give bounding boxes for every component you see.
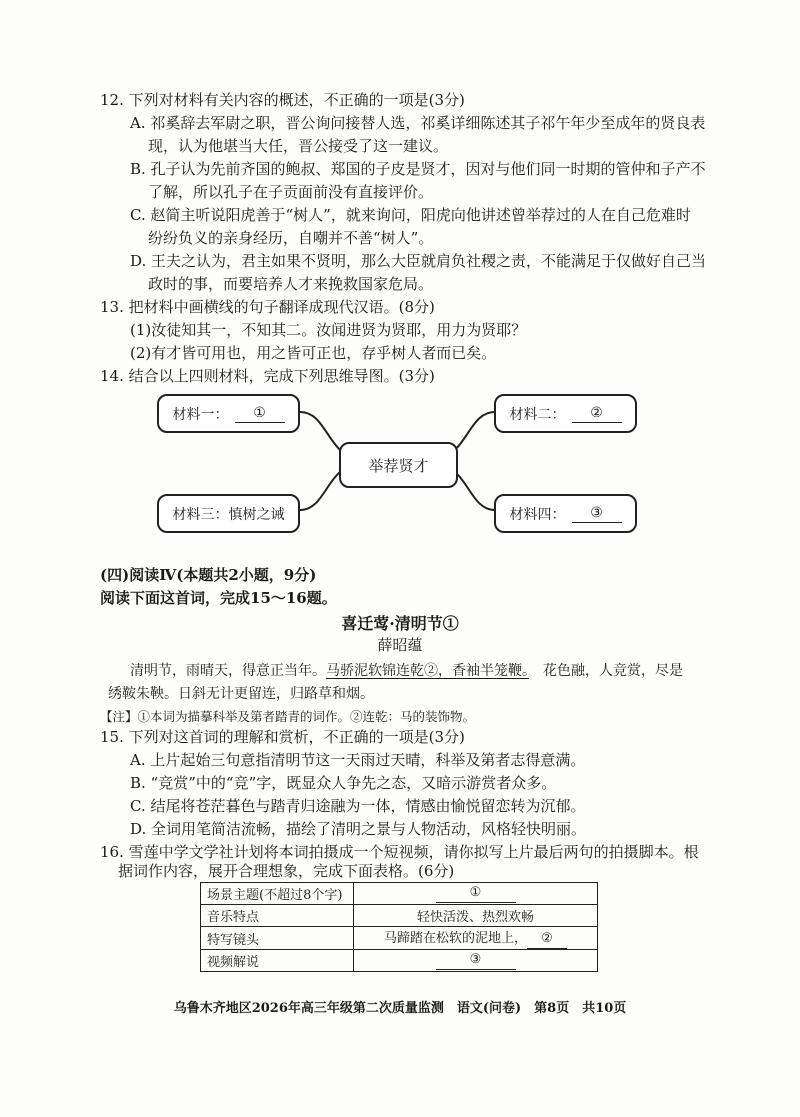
poem-line-1b-underlined: 马骄泥软锦连乾②，香袖半笼鞭。 bbox=[326, 663, 529, 679]
table-cell-label: 视频解说 bbox=[201, 950, 354, 972]
mind-map-node-material-1 bbox=[157, 394, 300, 433]
q15-option-b: B. “竞赏”中的“竞”字，既显众人争先之态，又暗示游赏者众多。 bbox=[130, 774, 557, 792]
poem-line-1 bbox=[130, 660, 683, 680]
material-4-label: 材料四： bbox=[509, 506, 566, 523]
q15-option-a: A. 上片起始三句意指清明节这一天雨过天晴，科举及第者志得意满。 bbox=[130, 751, 586, 769]
table-cell-label: 场景主题(不超过8个字) bbox=[201, 883, 354, 905]
blank-3: ③ bbox=[436, 951, 516, 970]
mind-map-node-material-4 bbox=[494, 494, 637, 533]
q12-option-b-line1: B. 孔子认为先前齐国的鲍叔、郑国的子皮是贤才，因对与他们同一时期的管仲和子产不 bbox=[130, 160, 706, 178]
poem-note: 【注】①本词为描摹科举及第者踏青的词作。②连乾：马的装饰物。 bbox=[100, 709, 476, 724]
material-1-blank: ① bbox=[235, 404, 285, 423]
mind-map-center bbox=[339, 442, 458, 488]
table-row bbox=[201, 905, 598, 927]
material-2-blank: ② bbox=[572, 404, 622, 423]
table-row bbox=[201, 883, 598, 905]
q12-option-d-line1: D. 王夫之认为，君主如果不贤明，那么大臣就肩负社稷之责，不能满足于仅做好自己当 bbox=[130, 252, 707, 270]
poem-author: 薛昭蕴 bbox=[377, 636, 423, 654]
table-cell-value bbox=[354, 883, 598, 905]
poem-line-1c: 花色融，人竞赏，尽是 bbox=[543, 663, 683, 679]
q14-stem: 14. 结合以上四则材料，完成下列思维导图。(3分) bbox=[100, 367, 435, 385]
q12-option-c-line1: C. 赵简主听说阳虎善于“树人”，就来询问，阳虎向他讲述曾举荐过的人在自己危难时 bbox=[130, 206, 691, 224]
q12-option-a-line2: 现，认为他堪当大任，晋公接受了这一建议。 bbox=[148, 137, 449, 155]
q12-option-d-line2: 政时的事，而要培养人才来挽救国家危局。 bbox=[148, 275, 434, 293]
page-footer: 乌鲁木齐地区2026年高三年级第二次质量监测 语文(问卷) 第8页 共10页 bbox=[173, 1001, 627, 1016]
q15-option-c: C. 结尾将苍茫暮色与踏青归途融为一体，情感由愉悦留恋转为沉郁。 bbox=[130, 797, 586, 815]
section-4-intro: 阅读下面这首词，完成15～16题。 bbox=[100, 589, 337, 607]
poem-title: 喜迁莺·清明节① bbox=[341, 614, 459, 633]
table-cell-label: 音乐特点 bbox=[201, 905, 354, 927]
poem-line-2: 绣鞍朱鞅。日斜无计更留连，归路草和烟。 bbox=[108, 686, 374, 702]
table-row bbox=[201, 927, 598, 950]
q15-option-d: D. 全词用笔简洁流畅，描绘了清明之景与人物活动，风格轻快明丽。 bbox=[130, 820, 587, 838]
material-2-label: 材料二： bbox=[509, 406, 566, 423]
material-1-label: 材料一： bbox=[172, 406, 229, 423]
poem-line-1a: 清明节，雨晴天，得意正当年。 bbox=[130, 663, 326, 679]
mind-map-node-material-3 bbox=[157, 494, 300, 533]
close-up-text: 马蹄踏在松软的泥地上， bbox=[383, 931, 527, 946]
q13-sentence-2: (2)有才皆可用也，用之皆可正也，存乎树人者而已矣。 bbox=[130, 344, 497, 362]
section-4-title: (四)阅读Ⅳ(本题共2小题，9分) bbox=[100, 566, 317, 584]
q12-stem: 12. 下列对材料有关内容的概述，不正确的一项是(3分) bbox=[100, 91, 465, 109]
q13-stem: 13. 把材料中画横线的句子翻译成现代汉语。(8分) bbox=[100, 298, 435, 316]
blank-1: ① bbox=[436, 884, 516, 903]
q13-sentence-1: (1)汝徒知其一，不知其二。汝闻进贤为贤耶，用力为贤耶？ bbox=[130, 321, 527, 339]
mind-map-node-material-2 bbox=[494, 394, 637, 433]
blank-2: ② bbox=[527, 930, 567, 949]
script-table bbox=[200, 882, 598, 972]
table-cell-value bbox=[354, 950, 598, 972]
mind-map-center-label: 举荐贤才 bbox=[368, 456, 429, 475]
table-cell-value: 轻快活泼、热烈欢畅 bbox=[354, 905, 598, 927]
table-row bbox=[201, 950, 598, 972]
table-cell-value bbox=[354, 927, 598, 950]
q15-stem: 15. 下列对这首词的理解和赏析，不正确的一项是(3分) bbox=[100, 728, 465, 746]
q12-option-a-line1: A. 祁奚辞去军尉之职，晋公询问接替人选，祁奚详细陈述其子祁午年少至成年的贤良表 bbox=[130, 114, 706, 132]
q16-stem-line1: 16. 雪莲中学文学社计划将本词拍摄成一个短视频，请你拟写上片最后两句的拍摄脚本。根 bbox=[100, 843, 699, 861]
q12-option-b-line2: 了解，所以孔子在子贡面前没有直接评价。 bbox=[148, 183, 434, 201]
q12-option-c-line2: 纷纷负义的亲身经历，自嘲并不善“树人”。 bbox=[148, 229, 434, 247]
material-3-label: 材料三：慎树之诫 bbox=[172, 506, 285, 523]
material-4-blank: ③ bbox=[572, 504, 622, 523]
q16-stem-line2: 据词作内容，展开合理想象，完成下面表格。(6分) bbox=[118, 862, 455, 880]
table-cell-label: 特写镜头 bbox=[201, 927, 354, 950]
